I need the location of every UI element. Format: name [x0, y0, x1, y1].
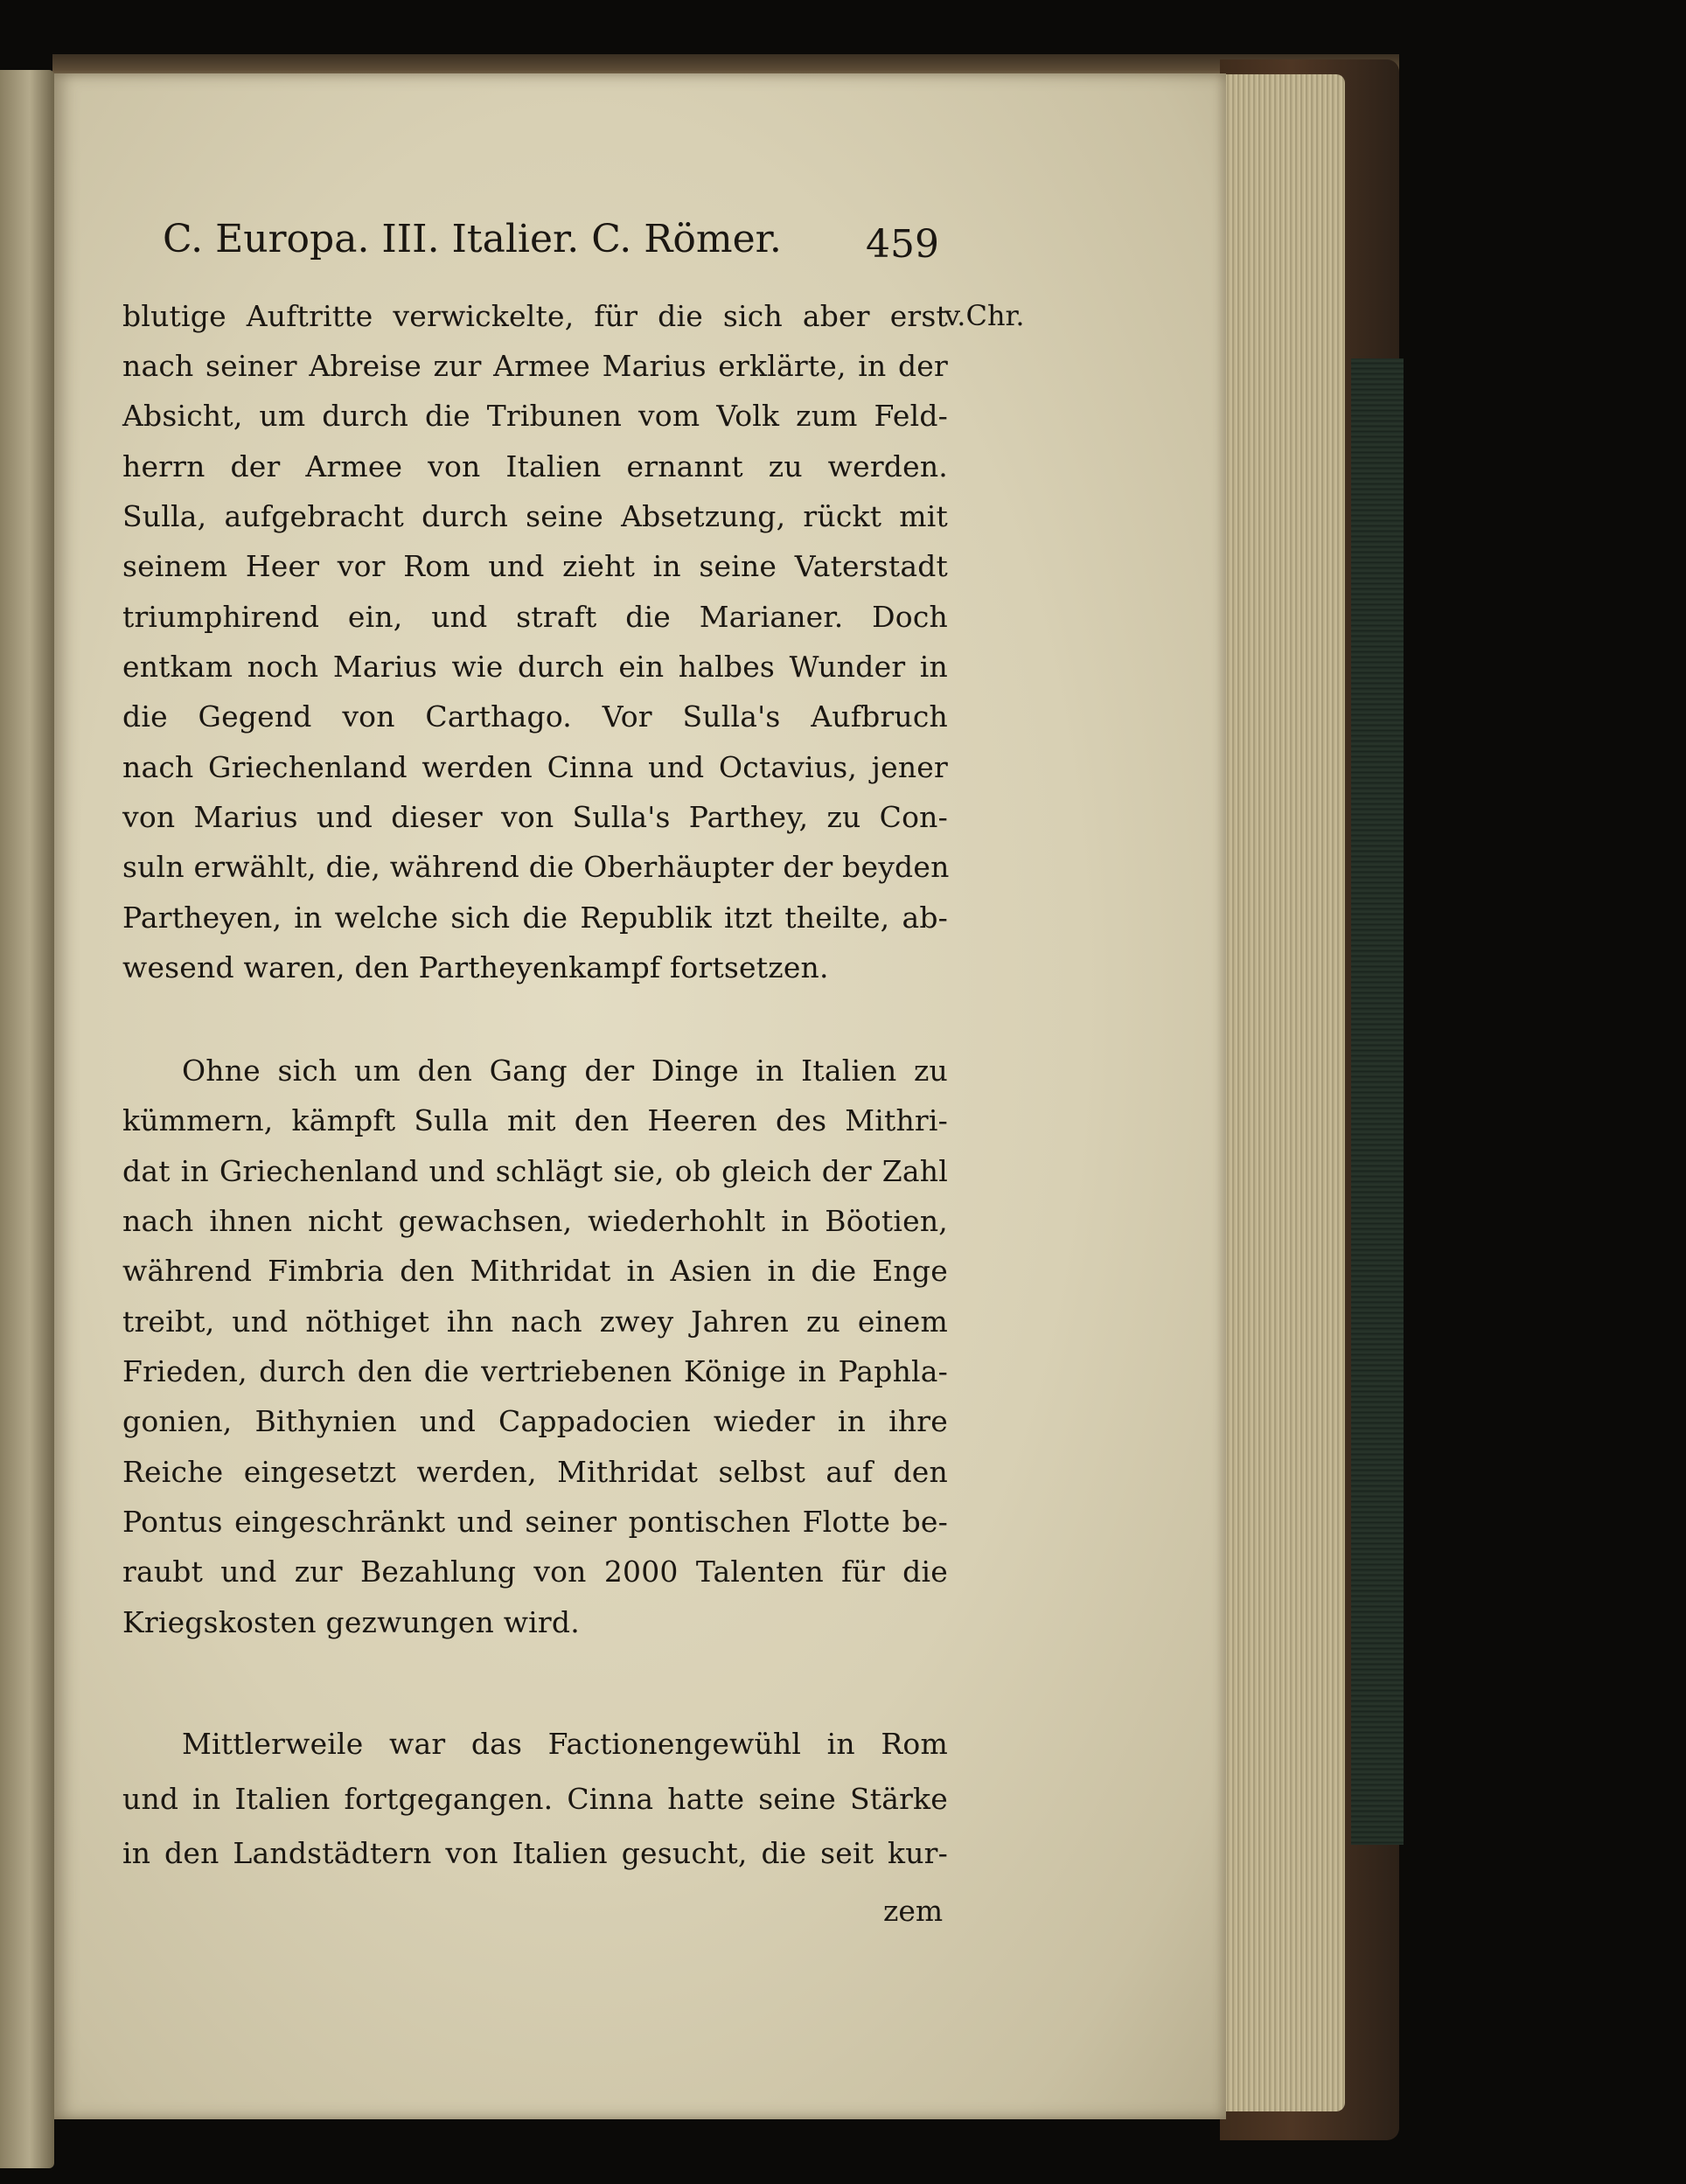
page-number: 459	[866, 222, 939, 267]
page-block-edge	[1214, 74, 1345, 2111]
text-line: Partheyen, in welche sich die Republik itzt theilte, ab-	[122, 901, 948, 935]
text-line: kümmern, kämpft Sulla mit den Heeren des Mithri-	[122, 1103, 948, 1137]
text-line: raubt und zur Bezahlung von 2000 Talenten für die	[122, 1555, 948, 1589]
text-line: Frieden, durch den die vertriebenen Könige in Paphla-	[122, 1354, 948, 1388]
previous-page-edge	[0, 70, 54, 2168]
text-line: entkam noch Marius wie durch ein halbes Wunder in	[122, 650, 948, 684]
running-title: C. Europa. III. Italier. C. Römer.	[163, 217, 782, 261]
text-line: treibt, und nöthiget ihn nach zwey Jahren zu einem	[122, 1304, 948, 1339]
text-line: nach ihnen nicht gewachsen, wiederhohlt in Böotien,	[122, 1204, 948, 1238]
text-line: herrn der Armee von Italien ernannt zu werden.	[122, 449, 948, 483]
text-line: gonien, Bithynien und Cappadocien wieder in ihre	[122, 1404, 948, 1438]
text-line: Ohne sich um den Gang der Dinge in Italien zu	[182, 1054, 948, 1088]
text-line: suln erwählt, die, während die Oberhäupter der beyden	[122, 850, 950, 884]
text-line: Kriegskosten gezwungen wird.	[122, 1605, 580, 1639]
text-line: von Marius und dieser von Sulla's Parthey, zu Con-	[122, 800, 948, 834]
text-line: Sulla, aufgebracht durch seine Absetzung, rückt mit	[122, 499, 948, 533]
text-line: nach seiner Abreise zur Armee Marius erklärte, in der	[122, 349, 948, 383]
text-line: während Fimbria den Mithridat in Asien in die Enge	[122, 1254, 948, 1288]
text-line: nach Griechenland werden Cinna und Octavius, jener	[122, 750, 948, 784]
text-line: die Gegend von Carthago. Vor Sulla's Aufbruch	[122, 699, 948, 734]
text-line: Reiche eingesetzt werden, Mithridat selbst auf den	[122, 1455, 948, 1489]
text-line: dat in Griechenland und schlägt sie, ob gleich der Zahl	[122, 1154, 948, 1188]
text-line: wesend waren, den Partheyenkampf fortsetzen.	[122, 950, 829, 984]
text-line: seinem Heer vor Rom und zieht in seine Vaterstadt	[122, 549, 948, 583]
margin-note: v.Chr.	[944, 299, 1025, 332]
catchword: zem	[883, 1894, 944, 1928]
text-line: triumphirend ein, und straft die Marianer. Doch	[122, 600, 948, 634]
cover-cloth	[1351, 358, 1404, 1845]
text-line: in den Landstädtern von Italien gesucht, die seit kur-	[122, 1836, 948, 1870]
text-line: blutige Auftritte verwickelte, für die sich aber erst	[122, 299, 948, 333]
text-line: Absicht, um durch die Tribunen vom Volk zum Feld-	[122, 399, 948, 433]
text-line: Mittlerweile war das Factionengewühl in Rom	[182, 1727, 948, 1761]
page-header	[110, 208, 950, 269]
text-line: Pontus eingeschränkt und seiner pontischen Flotte be-	[122, 1505, 948, 1539]
text-line: und in Italien fortgegangen. Cinna hatte seine Stärke	[122, 1782, 948, 1816]
